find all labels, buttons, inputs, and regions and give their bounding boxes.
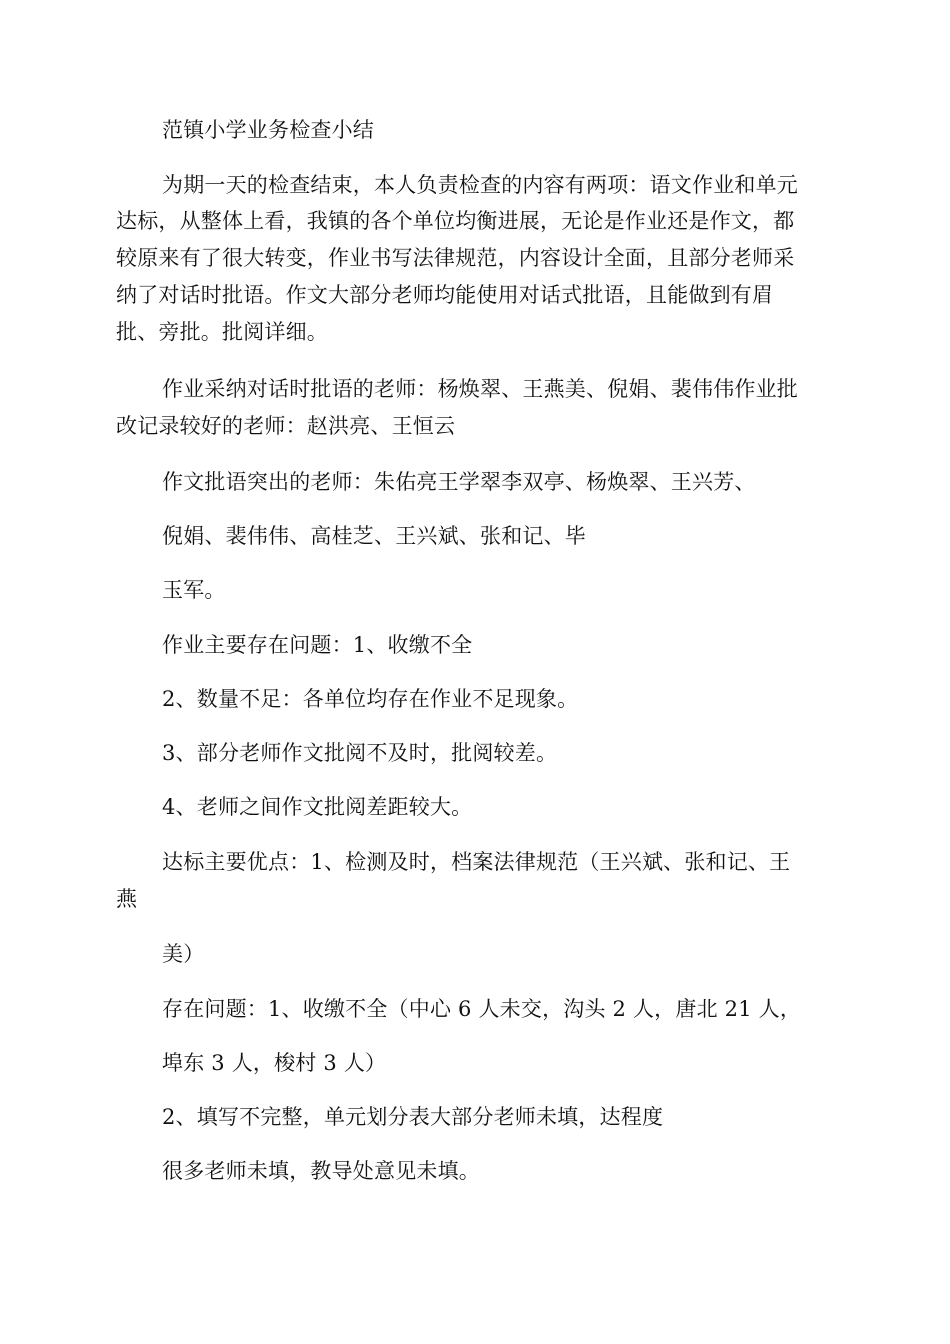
paragraph-line: 2、填写不完整，单元划分表大部分老师未填，达程度 [162,1105,664,1129]
paragraph-line: 存在问题：1、收缴不全（中心 6 人未交，沟头 2 人，唐北 21 人， [162,997,802,1021]
paragraph-line: 很多老师未填，教导处意见未填。 [162,1159,480,1183]
paragraph-line: 作业采纳对话时批语的老师：杨焕翠、王燕美、倪娟、裴伟伟作业批 [162,377,798,401]
paragraph-line: 较原来有了很大转变，作业书写法律规范，内容设计全面，且部分老师采 [116,246,795,270]
paragraph-line: 4、老师之间作文批阅差距较大。 [162,795,473,819]
paragraph-line: 玉军。 [162,578,226,602]
paragraph-line: 美） [162,942,205,966]
paragraph-line: 为期一天的检查结束，本人负责检查的内容有两项：语文作业和单元 [162,173,798,197]
paragraph-line: 纳了对话时批语。作文大部分老师均能使用对话式批语，且能做到有眉 [116,283,774,307]
paragraph-line: 作业主要存在问题：1、收缴不全 [162,633,473,657]
paragraph-line: 批、旁批。批阅详细。 [116,320,328,344]
paragraph-line: 达标主要优点：1、检测及时，档案法律规范（王兴斌、张和记、王 [162,850,791,874]
paragraph-line: 燕 [116,887,138,911]
paragraph-line: 达标，从整体上看，我镇的各个单位均衡进展，无论是作业还是作文，都 [116,209,795,233]
paragraph-line: 倪娟、裴伟伟、高桂芝、王兴斌、张和记、毕 [162,524,586,548]
paragraph-line: 2、数量不足：各单位均存在作业不足现象。 [162,687,579,711]
document-title: 范镇小学业务检查小结 [162,118,374,142]
paragraph-line: 作文批语突出的老师：朱佑亮王学翠李双亭、杨焕翠、王兴芳、 [162,470,756,494]
paragraph-line: 埠东 3 人，梭村 3 人） [162,1051,387,1075]
paragraph-line: 3、部分老师作文批阅不及时，批阅较差。 [162,741,558,765]
paragraph-line: 改记录较好的老师：赵洪亮、王恒云 [116,414,456,438]
